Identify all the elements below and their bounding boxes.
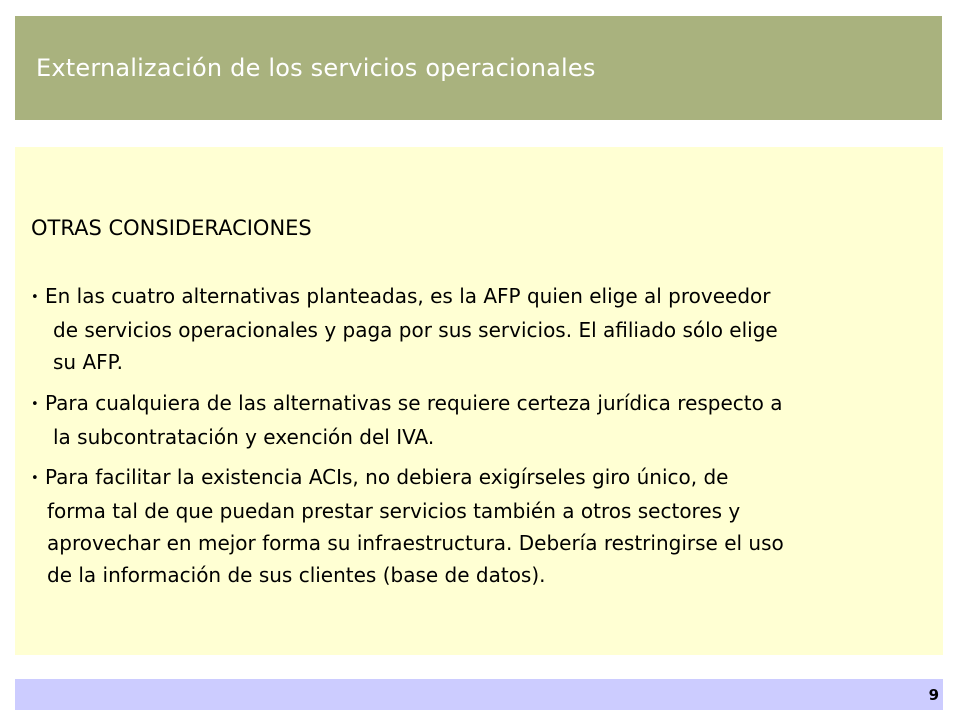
bullet-line	[31, 280, 778, 314]
bullet-line	[31, 387, 782, 421]
bullet-line: aprovechar en mejor forma su infraestructura. Debería restringirse el uso	[47, 531, 784, 555]
bullet-item	[31, 461, 784, 591]
bullet-item	[31, 387, 782, 453]
bullet-line: de servicios operacionales y paga por sus servicios. El afiliado sólo elige	[53, 318, 778, 342]
page-number: 9	[928, 686, 939, 704]
bullet-line: de la información de sus clientes (base de datos).	[47, 563, 546, 587]
footer-bar	[15, 679, 943, 710]
content-panel	[15, 147, 943, 655]
bullet-text: Para facilitar la existencia ACIs, no debiera exigírseles giro único, de	[45, 465, 729, 489]
title-bar	[15, 16, 942, 120]
bullet-line	[31, 461, 784, 495]
bullet-dot-icon: •	[31, 471, 39, 486]
bullet-text: En las cuatro alternativas planteadas, es la AFP quien elige al proveedor	[45, 284, 771, 308]
bullet-line: la subcontratación y exención del IVA.	[53, 425, 435, 449]
slide-title: Externalización de los servicios operacionales	[36, 54, 596, 82]
bullet-dot-icon: •	[31, 290, 39, 305]
bullet-line: su AFP.	[53, 350, 123, 374]
bullet-text: Para cualquiera de las alternativas se requiere certeza jurídica respecto a	[45, 391, 783, 415]
bullet-line: forma tal de que puedan prestar servicios también a otros sectores y	[47, 499, 741, 523]
section-title: OTRAS CONSIDERACIONES	[31, 216, 312, 240]
bullet-dot-icon: •	[31, 397, 39, 412]
bullet-item	[31, 280, 778, 378]
